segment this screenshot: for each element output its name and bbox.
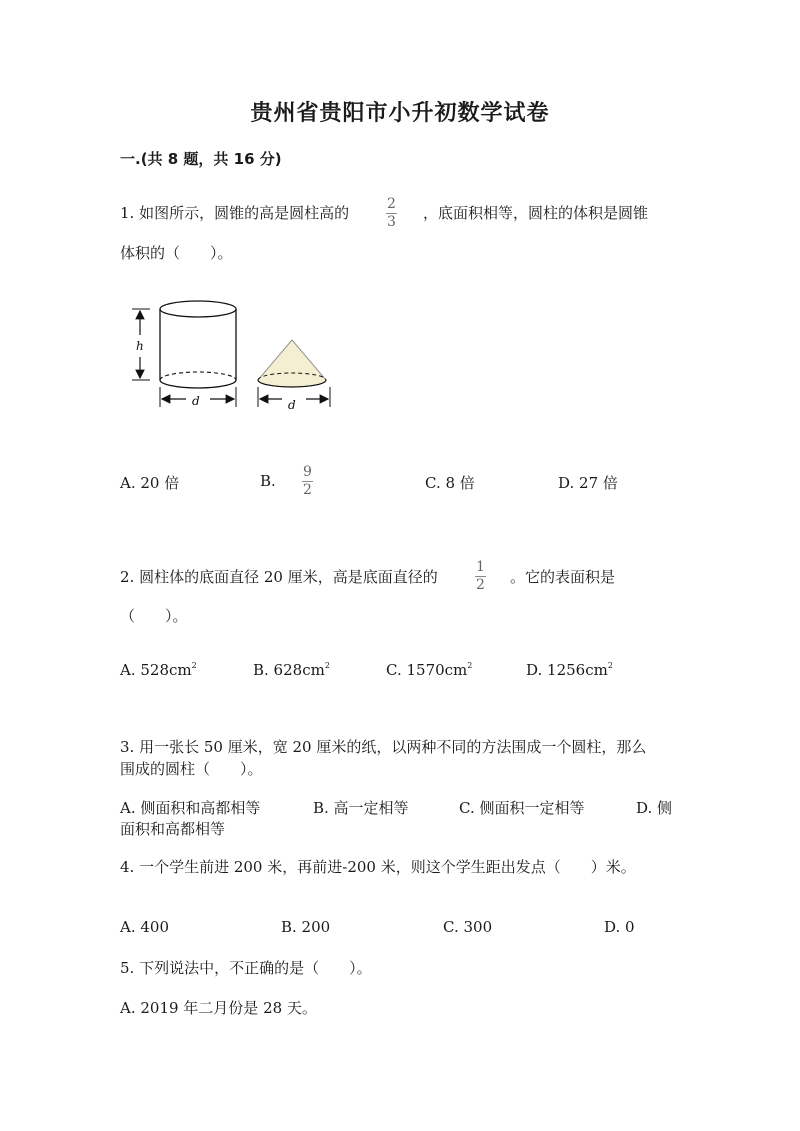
q1-fraction-numerator: 2 [387,196,396,212]
cone-diameter-label: d [288,398,296,412]
q1-option-b-denominator: 2 [303,482,312,498]
q1-option-b[interactable]: B. [260,472,276,490]
height-label: h [136,339,144,353]
q2-text-line1b: 。它的表面积是 [510,568,616,586]
q3-option-c[interactable]: C. 侧面积一定相等 [459,799,585,817]
q1-text-line2: 体积的（ ）。 [120,244,233,262]
cylinder-diameter-arrow [160,387,236,408]
q2-option-d[interactable]: D. $1256cm^2$ [526,661,613,679]
height-arrow [132,309,150,380]
q2-fraction [475,560,486,593]
q3-text-line2: 围成的圆柱（ ）。 [120,760,263,778]
q1-option-b-fraction [302,465,313,498]
q3-option-a[interactable]: A. 侧面积和高都相等 [120,799,261,817]
q4-text-line1: 4. 一个学生前进 200 米，再前进-200 米，则这个学生距出发点（ ）米。 [120,858,636,876]
q1-text-line1a: 1. 如图所示，圆锥的高是圆柱高的 [120,204,350,222]
cone-shape [258,340,326,387]
section-heading: 一.(共 8 题，共 16 分) [120,150,282,168]
q4-option-c[interactable]: C. 300 [443,918,493,936]
q1-option-c[interactable]: C. 8 倍 [425,474,475,492]
q3-option-d[interactable]: D. 侧 [636,799,673,817]
q5-text-line1: 5. 下列说法中，不正确的是（ ）。 [120,959,372,977]
q1-text-line1b: ，底面积相等，圆柱的体积是圆锥 [423,204,649,222]
q1-fraction-denominator: 3 [387,214,396,230]
q2-option-a[interactable]: A. $528cm^2$ [120,661,197,679]
cylinder-diameter-label: d [192,394,200,408]
cylinder-shape [160,301,236,388]
q2-text-line1a: 2. 圆柱体的底面直径 20 厘米，高是底面直径的 [120,568,438,586]
q5-option-a[interactable]: A. 2019 年二月份是 28 天。 [120,999,317,1017]
q1-option-a[interactable]: A. 20 倍 [120,474,180,492]
cone-diameter-arrow [258,387,330,412]
q2-option-b[interactable]: B. $628cm^2$ [253,661,330,679]
q4-option-b[interactable]: B. 200 [281,918,331,936]
q4-option-a[interactable]: A. 400 [120,918,169,936]
page-title: 贵州省贵阳市小升初数学试卷 [250,101,550,126]
q1-option-b-numerator: 9 [303,464,312,480]
q2-text-line2: （ ）。 [120,607,188,625]
q2-fraction-numerator: 1 [476,559,485,575]
q4-option-d[interactable]: D. 0 [604,918,635,936]
q2-option-c[interactable]: C. $1570cm^2$ [386,661,473,679]
q3-text-line1: 3. 用一张长 50 厘米，宽 20 厘米的纸，以两种不同的方法围成一个圆柱，那么 [120,738,647,756]
q3-option-b[interactable]: B. 高一定相等 [313,799,409,817]
q3-option-d-continued[interactable]: 面积和高都相等 [120,820,226,838]
q2-fraction-denominator: 2 [476,577,485,593]
q1-fraction [386,197,397,230]
cylinder-cone-figure [120,295,360,420]
q1-option-d[interactable]: D. 27 倍 [558,474,618,492]
